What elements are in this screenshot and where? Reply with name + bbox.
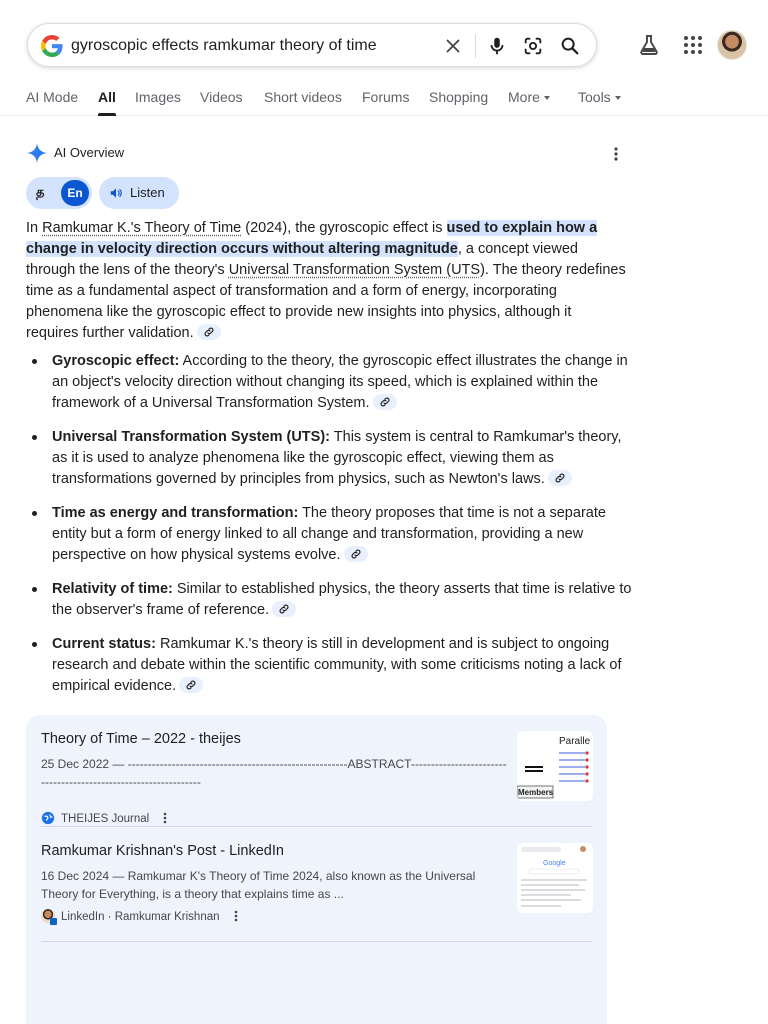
list-item — [26, 503, 632, 566]
source-site: THEIJES Journal — [61, 813, 150, 825]
diagram-thumbnail-image — [517, 731, 593, 801]
thumb-label-parallel: Paralle — [559, 736, 591, 747]
more-options-icon[interactable] — [158, 811, 172, 825]
tab-images[interactable]: Images — [135, 89, 181, 105]
summary-text: (2024), the gyroscopic effect is — [241, 220, 447, 236]
search-divider — [475, 34, 476, 58]
globe-favicon-icon — [41, 811, 55, 825]
more-options-icon[interactable] — [606, 144, 626, 164]
link-icon — [350, 548, 362, 560]
ai-overview-summary — [26, 218, 626, 344]
list-item — [26, 634, 632, 697]
source-divider — [41, 826, 592, 827]
search-box[interactable] — [27, 23, 597, 67]
source-link-chip[interactable] — [548, 470, 572, 486]
theory-of-time-link[interactable]: Ramkumar K.'s Theory of Time — [42, 220, 242, 236]
source-link-chip[interactable] — [197, 324, 221, 340]
source-card[interactable] — [41, 731, 592, 831]
search-icon[interactable] — [559, 35, 581, 57]
tab-more-label: More — [508, 89, 540, 105]
bullet-term: Current status: — [52, 636, 156, 652]
apps-grid-icon[interactable] — [681, 33, 705, 57]
source-snippet: 25 Dec 2022 — -------------------------------------------------------ABSTRACT---------------------------------------------------------------- — [41, 757, 507, 789]
clear-icon[interactable] — [442, 35, 464, 57]
tamil-language-button[interactable]: த — [36, 184, 45, 199]
bullet-text: Ramkumar K.'s theory is still in development and is subject to ongoing research and debate within the scientific community, with some criticisms noting a lack of empirical evidence. — [52, 636, 622, 694]
source-link-chip[interactable] — [373, 394, 397, 410]
bullet-text: According to the theory, the gyroscopic effect illustrates the change in an object's velocity direction without changing its speed, which is explained within the framework of a Universal Transformation System. — [52, 353, 628, 411]
list-item — [26, 427, 632, 490]
link-icon — [554, 472, 566, 484]
screenshot-thumbnail-image — [517, 843, 593, 913]
source-card[interactable] — [41, 843, 592, 933]
bullet-term: Gyroscopic effect: — [52, 353, 180, 369]
source-link-chip[interactable] — [344, 546, 368, 562]
mic-icon[interactable] — [486, 35, 508, 57]
sources-panel — [26, 715, 607, 1024]
tab-all[interactable]: All — [98, 89, 116, 105]
source-title[interactable]: Ramkumar Krishnan's Post - LinkedIn — [41, 843, 284, 859]
summary-text: , a concept viewed through the lens of the theory's — [26, 241, 578, 278]
source-link-chip[interactable] — [272, 601, 296, 617]
source-site: LinkedIn · Ramkumar Krishnan — [61, 911, 220, 923]
tab-short-videos[interactable]: Short videos — [264, 89, 342, 105]
source-title[interactable]: Theory of Time – 2022 - theijes — [41, 731, 241, 747]
speaker-icon — [109, 186, 123, 200]
bullet-text: This system is central to Ramkumar's theory, as it is used to analyze phenomena like the gyroscopic effect, viewing them as transformations governed by principles from physics, such as Newton's laws. — [52, 429, 622, 487]
linkedin-avatar-icon — [41, 909, 55, 923]
uts-link[interactable]: Universal Transformation System (UTS) — [228, 262, 485, 278]
highlighted-answer[interactable]: used to explain how a change in velocity direction occurs without altering magnitude — [26, 220, 598, 257]
source-snippet: 16 Dec 2024 — Ramkumar K's Theory of Time 2024, also known as the Universal Theory for Everything, is a theory that explains time as ... — [41, 869, 476, 901]
tab-forums[interactable]: Forums — [362, 89, 410, 105]
tab-tools-label: Tools — [578, 89, 611, 105]
english-language-button[interactable]: En — [61, 180, 89, 206]
language-toggle — [26, 177, 92, 209]
tab-more[interactable] — [508, 89, 550, 105]
source-link-chip[interactable] — [179, 677, 203, 693]
search-input[interactable] — [71, 35, 411, 57]
ai-overview-title: AI Overview — [54, 145, 125, 160]
source-meta — [41, 811, 172, 825]
bullet-term: Universal Transformation System (UTS): — [52, 429, 330, 445]
list-item — [26, 351, 632, 414]
tab-ai-mode[interactable]: AI Mode — [26, 89, 79, 105]
google-g-icon — [41, 35, 63, 57]
thumb-label-members: Members — [518, 788, 554, 797]
chevron-down-icon — [615, 96, 621, 100]
listen-button[interactable] — [99, 177, 179, 209]
tab-tools[interactable] — [578, 89, 621, 105]
lens-icon[interactable] — [522, 35, 544, 57]
summary-text: In — [26, 220, 43, 236]
listen-label: Listen — [130, 185, 165, 200]
source-meta — [41, 909, 243, 923]
account-avatar[interactable] — [717, 30, 747, 60]
source-divider — [41, 941, 592, 942]
ai-overview-bullets — [26, 351, 632, 710]
bullet-term: Time as energy and transformation: — [52, 505, 299, 521]
chevron-down-icon — [544, 96, 550, 100]
search-tabs — [0, 85, 768, 116]
link-icon — [203, 326, 215, 338]
link-icon — [278, 603, 290, 615]
bullet-text: Similar to established physics, the theory asserts that time is relative to the observer's frame of reference. — [52, 581, 632, 618]
bullet-term: Relativity of time: — [52, 581, 173, 597]
source-thumbnail[interactable] — [517, 731, 593, 801]
bullet-text: The theory proposes that time is not a separate entity but a form of energy linked to all change and transformation, providing a new perspective on how physical systems evolve. — [52, 505, 606, 563]
thumb-label-google: Google — [543, 860, 566, 867]
tab-videos[interactable]: Videos — [200, 89, 243, 105]
summary-text: . The theory redefines time as a fundamental aspect of transformation and a form of energy, incorporating phenomena like the gyroscopic effect to provide new insights into physics, although it requires further validation. — [26, 262, 626, 341]
link-icon — [379, 396, 391, 408]
labs-flask-icon[interactable] — [637, 33, 661, 57]
more-options-icon[interactable] — [229, 909, 243, 923]
tab-shopping[interactable]: Shopping — [429, 89, 489, 105]
list-item — [26, 579, 632, 621]
gemini-sparkle-icon — [26, 142, 48, 164]
source-thumbnail[interactable] — [517, 843, 593, 913]
link-icon — [185, 679, 197, 691]
